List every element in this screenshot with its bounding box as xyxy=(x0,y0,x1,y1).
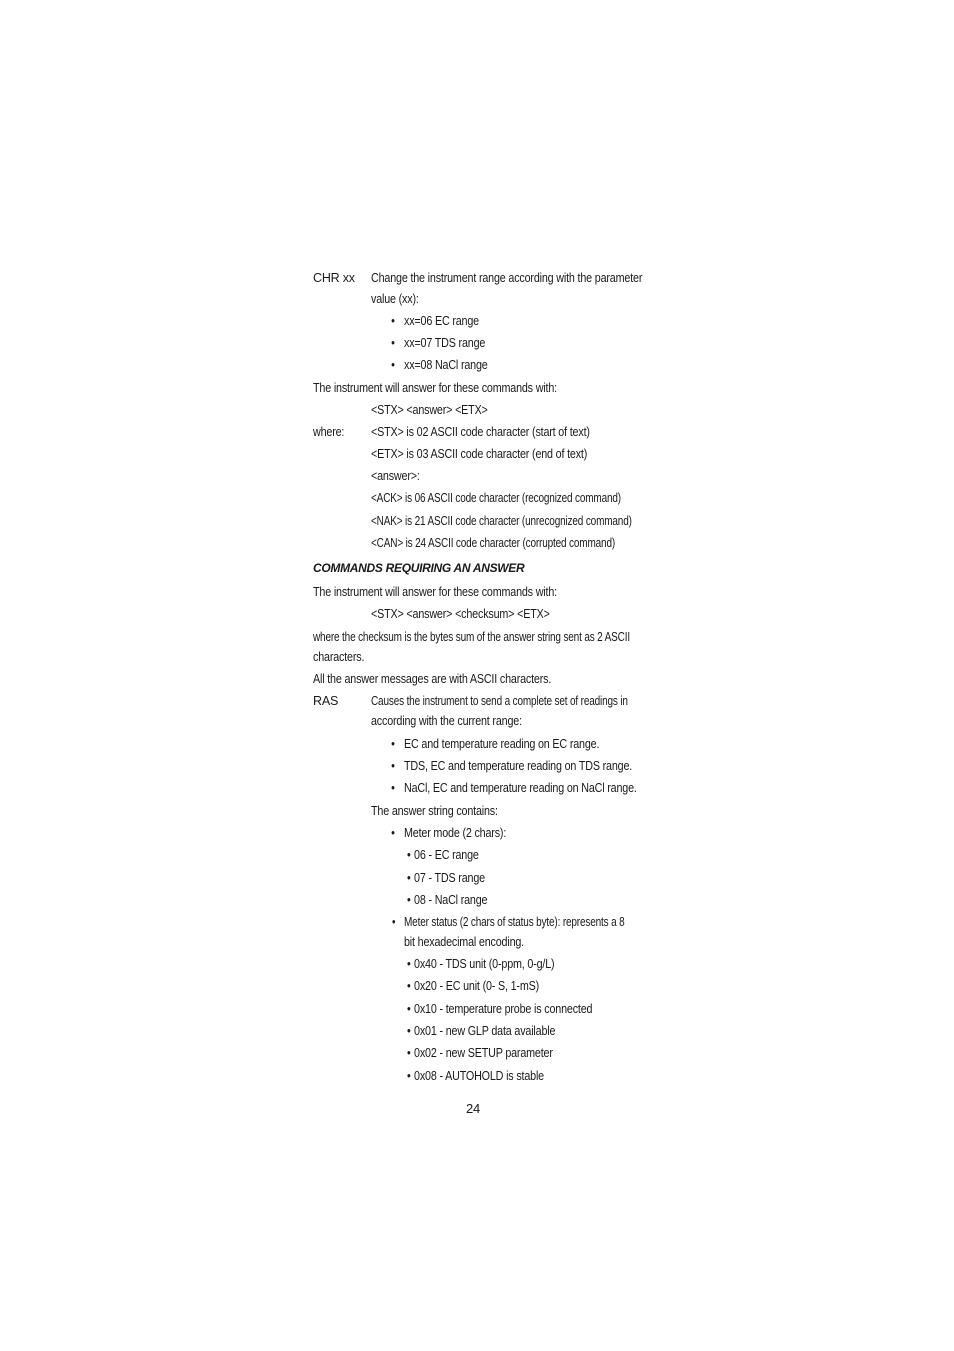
ras-status-line1: • Meter status (2 chars of status byte): represents a 8 xyxy=(404,914,625,930)
ras-command-label: RAS xyxy=(313,694,339,708)
section-intro: The instrument will answer for these commands with: xyxy=(313,585,557,599)
ras-reading-nacl: • NaCl, EC and temperature reading on NaCl range. xyxy=(404,780,637,796)
ras-description-line2: according with the current range: xyxy=(371,714,522,728)
ras-status-line2: bit hexadecimal encoding. xyxy=(404,935,525,949)
section-heading: COMMANDS REQUIRING AN ANSWER xyxy=(313,561,525,575)
def-stx: <STX> is 02 ASCII code character (start of text) xyxy=(371,425,590,439)
chr-item-nacl: • xx=08 NaCl range xyxy=(404,357,488,373)
ascii-note: All the answer messages are with ASCII characters. xyxy=(313,672,552,686)
ras-mode-tds: • 07 - TDS range xyxy=(407,870,485,886)
chr-description-line1: Change the instrument range according with the parameter xyxy=(371,271,643,285)
ras-contains: The answer string contains: xyxy=(371,804,498,818)
def-etx: <ETX> is 03 ASCII code character (end of text) xyxy=(371,447,588,461)
where-label: where: xyxy=(313,425,345,439)
chr-item-tds: • xx=07 TDS range xyxy=(404,335,485,351)
ras-status-bit-0x01: • 0x01 - new GLP data available xyxy=(407,1023,555,1039)
ras-mode-ec: • 06 - EC range xyxy=(407,847,479,863)
section-format: <STX> <answer> <checksum> <ETX> xyxy=(371,607,550,621)
chr-item-ec: • xx=06 EC range xyxy=(404,313,479,329)
answer-intro: The instrument will answer for these commands with: xyxy=(313,381,557,395)
ras-status-bit-0x20: • 0x20 - EC unit (0- S, 1-mS) xyxy=(407,978,539,994)
def-ack: <ACK> is 06 ASCII code character (recognized command) xyxy=(371,491,621,505)
def-answer: <answer>: xyxy=(371,469,420,483)
def-can: <CAN> is 24 ASCII code character (corrupted command) xyxy=(371,536,616,550)
ras-status-bit-0x08: • 0x08 - AUTOHOLD is stable xyxy=(407,1068,544,1084)
ras-status-bit-0x02: • 0x02 - new SETUP parameter xyxy=(407,1045,553,1061)
chr-description-line2: value (xx): xyxy=(371,292,419,306)
ras-reading-ec: • EC and temperature reading on EC range. xyxy=(404,736,599,752)
ras-meter-mode: • Meter mode (2 chars): xyxy=(404,825,506,841)
chr-command-label: CHR xx xyxy=(313,271,355,285)
def-nak: <NAK> is 21 ASCII code character (unrecognized command) xyxy=(371,514,632,528)
ras-mode-nacl: • 08 - NaCl range xyxy=(407,892,487,908)
answer-format: <STX> <answer> <ETX> xyxy=(371,403,488,417)
checksum-line2: characters. xyxy=(313,650,365,664)
ras-status-bit-0x40: • 0x40 - TDS unit (0-ppm, 0-g/L) xyxy=(407,956,554,972)
checksum-line1: where the checksum is the bytes sum of the answer string sent as 2 ASCII xyxy=(313,630,630,644)
page-number: 24 xyxy=(466,1101,481,1116)
ras-reading-tds: • TDS, EC and temperature reading on TDS range. xyxy=(404,758,632,774)
ras-status-bit-0x10: • 0x10 - temperature probe is connected xyxy=(407,1001,592,1017)
ras-description-line1: Causes the instrument to send a complete set of readings in xyxy=(371,694,628,708)
